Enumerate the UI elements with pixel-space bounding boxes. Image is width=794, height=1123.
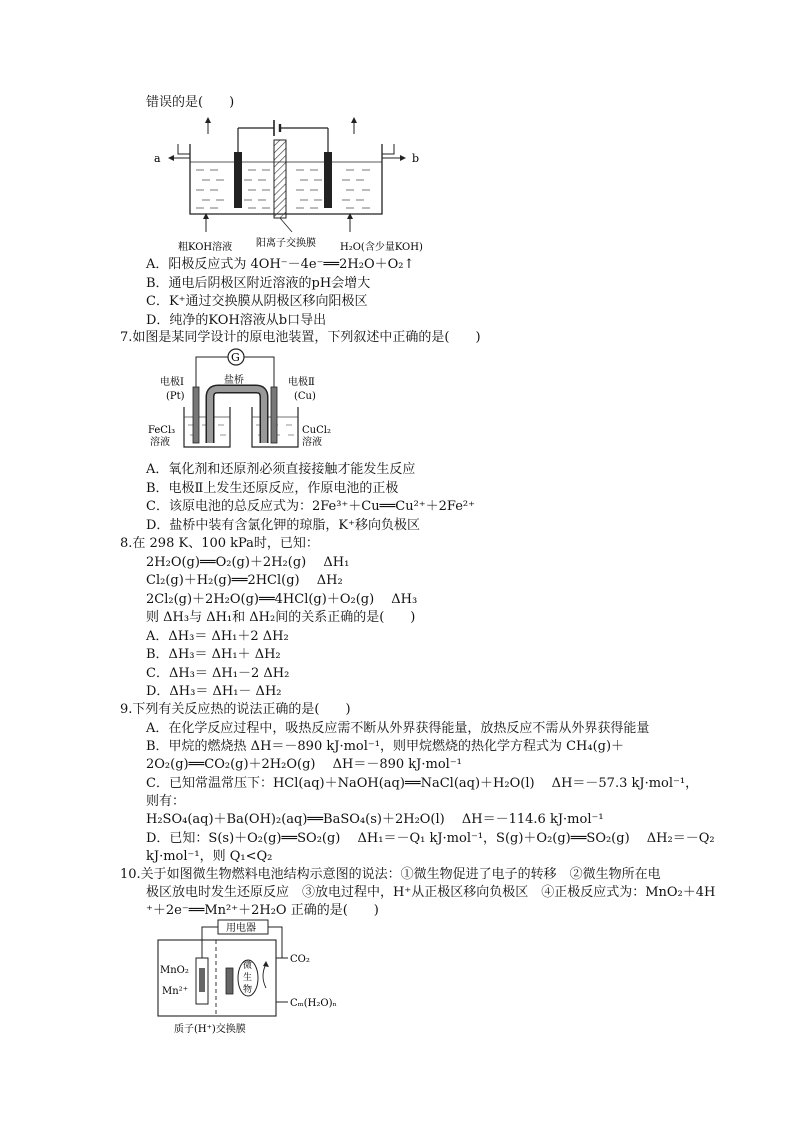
q8-stem: 8.在 298 K、100 kPa时，已知：: [120, 536, 319, 551]
q9-option-c-cont: 则有：: [146, 794, 186, 809]
q6-stem-tail: 错误的是( ): [146, 95, 235, 110]
q7-electrode1-material: (Pt): [166, 391, 185, 402]
q10-microbe-char-2: 生: [243, 973, 253, 983]
q7-galvanic-cell-diagram: [146, 345, 346, 457]
q10-device-label: 用电器: [226, 923, 256, 934]
q8-equation-3: 2Cl₂(g)＋2H₂O(g)══4HCl(g)＋O₂(g) ΔH₃: [146, 592, 418, 607]
q10-stem-line-3: ⁺＋2e⁻══Mn²⁺＋2H₂O 正确的是( ): [146, 903, 379, 918]
q8-equation-1: 2H₂O(g)══O₂(g)＋2H₂(g) ΔH₁: [146, 555, 350, 570]
q9-option-d: D．已知：S(s)＋O₂(g)══SO₂(g) ΔH₁＝－Q₁ kJ·mol⁻¹，S(g)＋O₂(g)══SO₂(g) ΔH₂＝－Q₂: [146, 831, 715, 846]
q6-left-inlet-label: 粗KOH溶液: [178, 242, 233, 253]
q6-option-d: D．纯净的KOH溶液从b口导出: [146, 313, 327, 328]
q6-right-inlet-label: H₂O(含少量KOH): [340, 242, 423, 253]
q10-mno2-label: MnO₂: [160, 965, 189, 976]
q7-salt-bridge-label: 盐桥: [224, 375, 244, 386]
q7-left-solution-2: 溶液: [150, 437, 170, 448]
q6-option-c: C．K⁺通过交换膜从阴极区移向阳极区: [146, 294, 368, 309]
q7-electrode1-label: 电极Ⅰ: [160, 377, 184, 388]
q9-stem: 9.下列有关反应热的说法正确的是( ): [120, 702, 351, 717]
q10-microbial-fuel-cell-diagram: [156, 918, 337, 1036]
q8-ask: 则 ΔH₃与 ΔH₁和 ΔH₂间的关系正确的是( ): [146, 610, 416, 625]
q7-galvanometer-label: G: [231, 351, 240, 364]
q6-label-b: b: [412, 152, 420, 165]
q7-option-c: C．该原电池的总反应式为：2Fe³⁺＋Cu══Cu²⁺＋2Fe²⁺: [146, 499, 476, 514]
q6-electrolysis-diagram: [150, 114, 430, 256]
q9-option-a: A．在化学反应过程中，吸热反应需不断从外界获得能量，放热反应不需从外界获得能量: [146, 721, 650, 736]
q9-option-d-cont: kJ·mol⁻¹，则 Q₁<Q₂: [146, 849, 273, 864]
q8-option-a: A．ΔH₃＝ ΔH₁＋2 ΔH₂: [146, 629, 289, 644]
q7-electrode2-label: 电极Ⅱ: [288, 377, 315, 388]
q10-microbe-char-1: 微: [243, 961, 253, 971]
q6-option-a: A．阳极反应式为 4OH⁻－4e⁻══2H₂O＋O₂↑: [146, 257, 415, 272]
q9-option-c: C．已知常温常压下：HCl(aq)＋NaOH(aq)══NaCl(aq)＋H₂O(l) ΔH＝－57.3 kJ·mol⁻¹，: [146, 776, 699, 791]
q8-option-b: B．ΔH₃＝ ΔH₁＋ ΔH₂: [146, 647, 281, 662]
q8-equation-2: Cl₂(g)＋H₂(g)══2HCl(g) ΔH₂: [146, 573, 343, 588]
q8-option-d: D．ΔH₃＝ ΔH₁－ ΔH₂: [146, 684, 282, 699]
q7-option-b: B．电极Ⅱ上发生还原反应，作原电池的正极: [146, 481, 399, 496]
q9-option-b-cont: 2O₂(g)══CO₂(g)＋2H₂O(g) ΔH＝－890 kJ·mol⁻¹: [146, 757, 462, 772]
q10-stem-line-2: 极区放电时发生还原反应 ③放电过程中，H⁺从正极区移向负极区 ④正极反应式为：MnO₂＋4H: [146, 885, 716, 900]
q9-option-b: B．甲烷的燃烧热 ΔH＝－890 kJ·mol⁻¹，则甲烷燃烧的热化学方程式为 CH₄(g)＋: [146, 739, 625, 754]
q10-stem-line-1: 10.关于如图微生物燃料电池结构示意图的说法：①微生物促进了电子的转移 ②微生物所在电: [120, 867, 661, 882]
q10-mn2-label: Mn²⁺: [162, 986, 188, 997]
q10-fuel-label: Cₘ(H₂O)ₙ: [290, 998, 337, 1009]
q8-option-c: C．ΔH₃＝ ΔH₁－2 ΔH₂: [146, 666, 290, 681]
q6-label-a: a: [154, 152, 161, 165]
q9-option-c-equation: H₂SO₄(aq)＋Ba(OH)₂(aq)══BaSO₄(s)＋2H₂O(l) ΔH＝－114.6 kJ·mol⁻¹: [146, 812, 604, 827]
q7-left-solution-1: FeCl₃: [148, 425, 176, 436]
q6-membrane-label: 阳离子交换膜: [256, 238, 316, 249]
q7-electrode2-material: (Cu): [294, 391, 316, 402]
q10-membrane-label: 质子(H⁺)交换膜: [174, 1024, 246, 1035]
q10-co2-label: CO₂: [290, 954, 310, 965]
q7-option-d: D．盐桥中装有含氯化钾的琼脂，K⁺移向负极区: [146, 518, 420, 533]
q7-stem: 7.如图是某同学设计的原电池装置，下列叙述中正确的是( ): [120, 330, 481, 345]
q7-right-solution-1: CuCl₂: [302, 425, 331, 436]
q7-option-a: A．氧化剂和还原剂必须直接接触才能发生反应: [146, 462, 416, 477]
q7-right-solution-2: 溶液: [302, 437, 322, 448]
q10-microbe-char-3: 物: [243, 985, 253, 995]
q6-option-b: B．通电后阴极区附近溶液的pH会增大: [146, 276, 371, 291]
